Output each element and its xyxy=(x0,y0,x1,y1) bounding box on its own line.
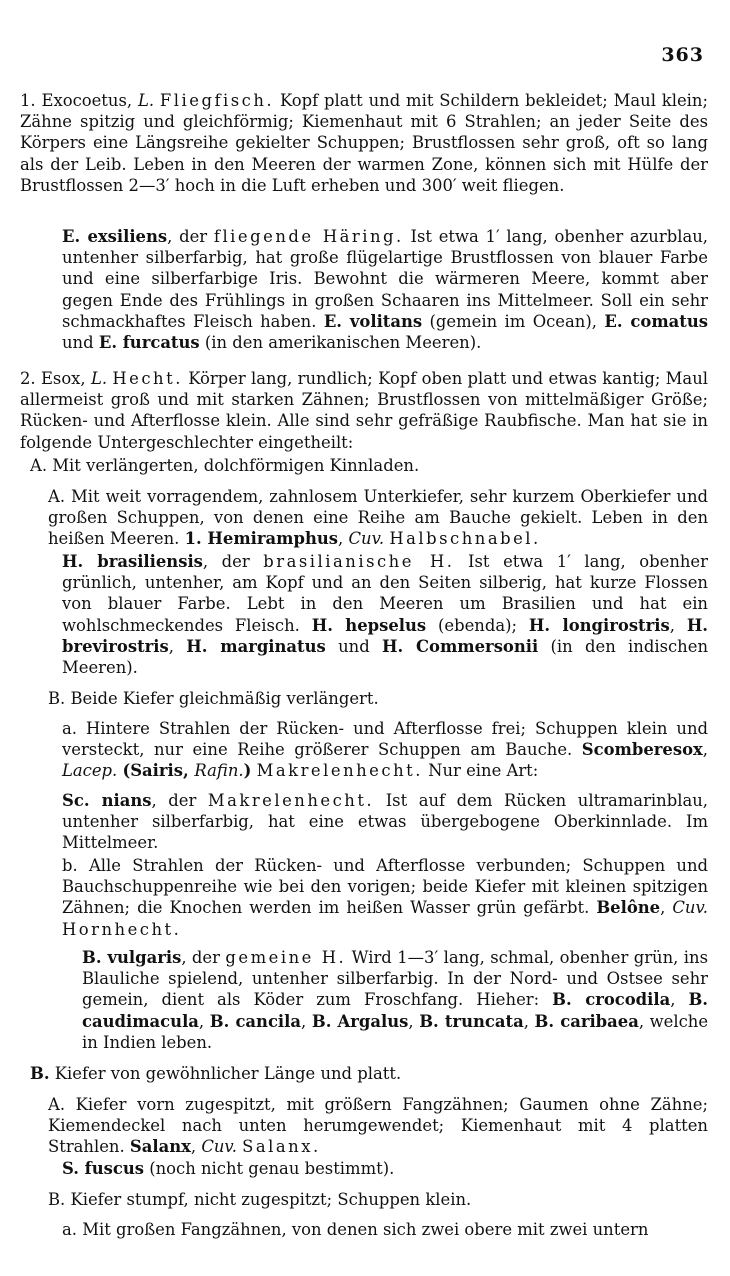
paragraph-esox-b-A xyxy=(20,1094,708,1158)
text-run: Sc. nians xyxy=(62,791,152,810)
text-run: E. volitans xyxy=(323,311,423,331)
text-run: Nur eine Art: xyxy=(422,761,539,781)
paragraph-esox-a-A xyxy=(20,486,708,550)
text-run: Kiefer von gewöhnlicher Länge und platt. xyxy=(49,1064,402,1083)
text-run: B. caudimacula xyxy=(82,990,709,1031)
paragraph-esox-b-B-a xyxy=(20,1219,708,1240)
text-run: , der xyxy=(202,552,264,571)
text-run: Kopf platt und mit Schildern bekleidet; Maul klein; Zähne spitzig und gleichförmig; Kiemenhaut mit 6 Strahlen; an jeder Seite des Körpers eine Längsreihe gekielter Schuppen; Brustflossen sehr groß, oft so lang als der Leib. Leben in den Meeren der warmen Zone, können sich mit Hülfe der Brustflossen 2—3′ hoch in die Luft erheben und 300′ weit fliegen. xyxy=(20,91,708,195)
text-run: , xyxy=(702,740,708,760)
page-number: 363 xyxy=(661,44,704,66)
text-run: S. fuscus xyxy=(62,1159,144,1178)
text-run: und xyxy=(325,636,382,656)
text-run: Hornhecht. xyxy=(62,919,182,939)
text-run: Ist etwa 1′ lang, obenher grünlich, untenher, am Kopf und an den Seiten silberig, hat kurze Flossen von blauer Farbe. Lebt in den Meeren um Brasilien und hat ein wohlschmeckendes Fleisch. xyxy=(62,552,708,635)
text-run: B. cancila xyxy=(209,1011,302,1031)
paragraph-esox-b xyxy=(20,1063,708,1084)
text-run: , welche in Indien leben. xyxy=(82,1011,709,1052)
text-run: ) xyxy=(243,761,252,781)
text-run: , xyxy=(301,1011,312,1031)
text-run: B. crocodila xyxy=(552,990,671,1010)
text-run: E. exsiliens xyxy=(62,227,168,246)
paragraph-belone-vulgaris xyxy=(20,947,708,1053)
text-run: Salanx xyxy=(129,1137,191,1157)
text-run: , xyxy=(670,990,689,1010)
paragraph-esox-a-B-b xyxy=(20,855,708,940)
text-run: , xyxy=(168,636,187,656)
text-run: Cuv. xyxy=(672,898,708,918)
paragraph-esox-a-B-a xyxy=(20,718,708,782)
text-run: (ebenda); xyxy=(426,615,529,635)
text-run: (in den amerikanischen Meeren). xyxy=(199,333,482,353)
text-run: (Sairis, xyxy=(122,761,195,781)
text-run: H. brasiliensis xyxy=(62,552,203,571)
text-run: , xyxy=(338,529,349,549)
text-run: H. longirostris xyxy=(528,615,670,635)
text-run: E. furcatus xyxy=(98,333,200,353)
text-run: brasilianische H. xyxy=(263,552,455,571)
text-run: L. xyxy=(90,369,108,388)
text-run: 1. Hemiramphus xyxy=(184,529,339,549)
text-run: Makrelenhecht. xyxy=(207,791,375,810)
text-run: H. marginatus xyxy=(186,636,326,656)
paragraph-salanx-fuscus xyxy=(20,1158,708,1179)
text-run: Rafin. xyxy=(194,761,244,781)
text-run: B. Kiefer stumpf, nicht zugespitzt; Schuppen klein. xyxy=(48,1190,472,1209)
text-run: , xyxy=(669,615,687,635)
text-run: B. Argalus xyxy=(311,1011,409,1031)
text-run: Belône xyxy=(596,898,661,918)
paragraph-esox-a xyxy=(20,455,708,476)
text-run: Ist auf dem Rücken ultramarinblau, untenher silberfarbig, hat eine etwas übergebogene Oberkinnlade. Im Mittelmeer. xyxy=(62,791,708,853)
text-run: (in den indischen Meeren). xyxy=(62,636,708,678)
text-run: b. Alle Strahlen der Rücken- und Afterflosse verbunden; Schuppen und Bauchschuppenreihe wie bei den vorigen; beide Kiefer mit kleinen spitzigen Zähnen; die Knochen werden im heißen Wasser grün gefärbt. xyxy=(62,856,708,918)
paragraph-hemiramphus-brasiliensis xyxy=(20,551,708,678)
text-run: Cuv. xyxy=(201,1137,237,1157)
paragraph-esox-a-B xyxy=(20,688,708,709)
text-run: H. hepselus xyxy=(311,615,427,635)
text-run: Ist etwa 1′ lang, obenher azurblau, untenher silberfarbig, hat große flügelartige Brustflossen von blauer Farbe und eine silberfarbige Iris. Bewohnt die wärmeren Meere, kommt aber gegen Ende des Frühlings in großen Schaaren ins Mittelmeer. Soll ein sehr schmackhaftes Fleisch haben. xyxy=(62,227,708,331)
text-run: B. Beide Kiefer gleichmäßig verlängert. xyxy=(48,689,379,708)
text-run: A. Mit verlängerten, dolchförmigen Kinnladen. xyxy=(30,456,420,475)
text-run: a. Hintere Strahlen der Rücken- und Afterflosse frei; Schuppen klein und versteckt, nur eine Reihe größerer Schuppen am Bauche. xyxy=(62,719,708,760)
text-run: H. brevirostris xyxy=(62,615,709,656)
text-run: , xyxy=(660,898,673,918)
text-run: Scomberesox xyxy=(581,740,703,760)
text-run: und xyxy=(62,333,99,353)
text-run: Salanx. xyxy=(242,1137,321,1157)
text-run: Halbschnabel. xyxy=(389,529,541,549)
text-run: , der xyxy=(167,227,214,246)
text-run: Cuv. xyxy=(348,529,385,549)
text-run: H. Commersonii xyxy=(381,636,539,656)
paragraph-esox xyxy=(20,368,708,453)
text-run: L. xyxy=(137,91,155,110)
paragraph-esox-b-B xyxy=(20,1189,708,1210)
paragraph-exocoetus-exsiliens xyxy=(20,226,708,353)
text-run: , der xyxy=(151,791,208,810)
text-run: B. caribaea xyxy=(534,1011,639,1031)
text-run: 2. Esox, xyxy=(20,369,91,388)
text-run: Hecht. xyxy=(112,369,183,388)
text-run: B. vulgaris xyxy=(82,948,182,967)
text-run: Körper lang, rundlich; Kopf oben platt und etwas kantig; Maul allermeist groß und mit starken Zähnen; Brustflossen von mittelmäßiger Größe; Rücken- und Afterflosse klein. Alle sind sehr gefräßige Raubfische. Man hat sie in folgende Untergeschlechter eingetheilt: xyxy=(20,369,708,452)
text-run: B. xyxy=(30,1064,50,1083)
paragraph-exocoetus xyxy=(20,90,708,196)
text-run: 1. Exocoetus, xyxy=(20,91,138,110)
text-run: Fliegfisch. xyxy=(159,91,275,110)
text-run: a. Mit großen Fangzähnen, von denen sich zwei obere mit zwei untern xyxy=(62,1220,649,1239)
text-run: A. Mit weit vorragendem, zahnlosem Unterkiefer, sehr kurzem Oberkiefer und großen Schuppen, von denen eine Reihe am Bauche gekielt. Leben in den heißen Meeren. xyxy=(48,487,708,549)
text-run: fliegende Häring. xyxy=(213,227,404,246)
text-run: Lacep. xyxy=(62,761,118,781)
text-run: B. truncata xyxy=(419,1011,524,1031)
text-run: , xyxy=(190,1137,202,1157)
text-run: , xyxy=(408,1011,420,1031)
text-run: , der xyxy=(181,948,226,967)
text-run: (noch nicht genau bestimmt). xyxy=(144,1159,395,1178)
text-run: A. Kiefer vorn zugespitzt, mit größern Fangzähnen; Gaumen ohne Zähne; Kiemendeckel nach unten herumgewendet; Kiemenhaut mit 4 platten Strahlen. xyxy=(48,1095,708,1157)
text-run: Wird 1—3′ lang, schmal, obenher grün, ins Blauliche spielend, untenher silberfarbig. In der Nord- und Ostsee sehr gemein, dient als Köder zum Froschfang. Hieher: xyxy=(82,948,708,1010)
text-run: , xyxy=(198,1011,210,1031)
text-run: , xyxy=(523,1011,535,1031)
text-run: gemeine H. xyxy=(225,948,347,967)
text-run: (gemein im Ocean), xyxy=(422,311,605,331)
paragraph-scomberesox-nians xyxy=(20,790,708,854)
text-run: Makrelenhecht. xyxy=(256,761,423,781)
text-run: E. comatus xyxy=(604,311,708,331)
